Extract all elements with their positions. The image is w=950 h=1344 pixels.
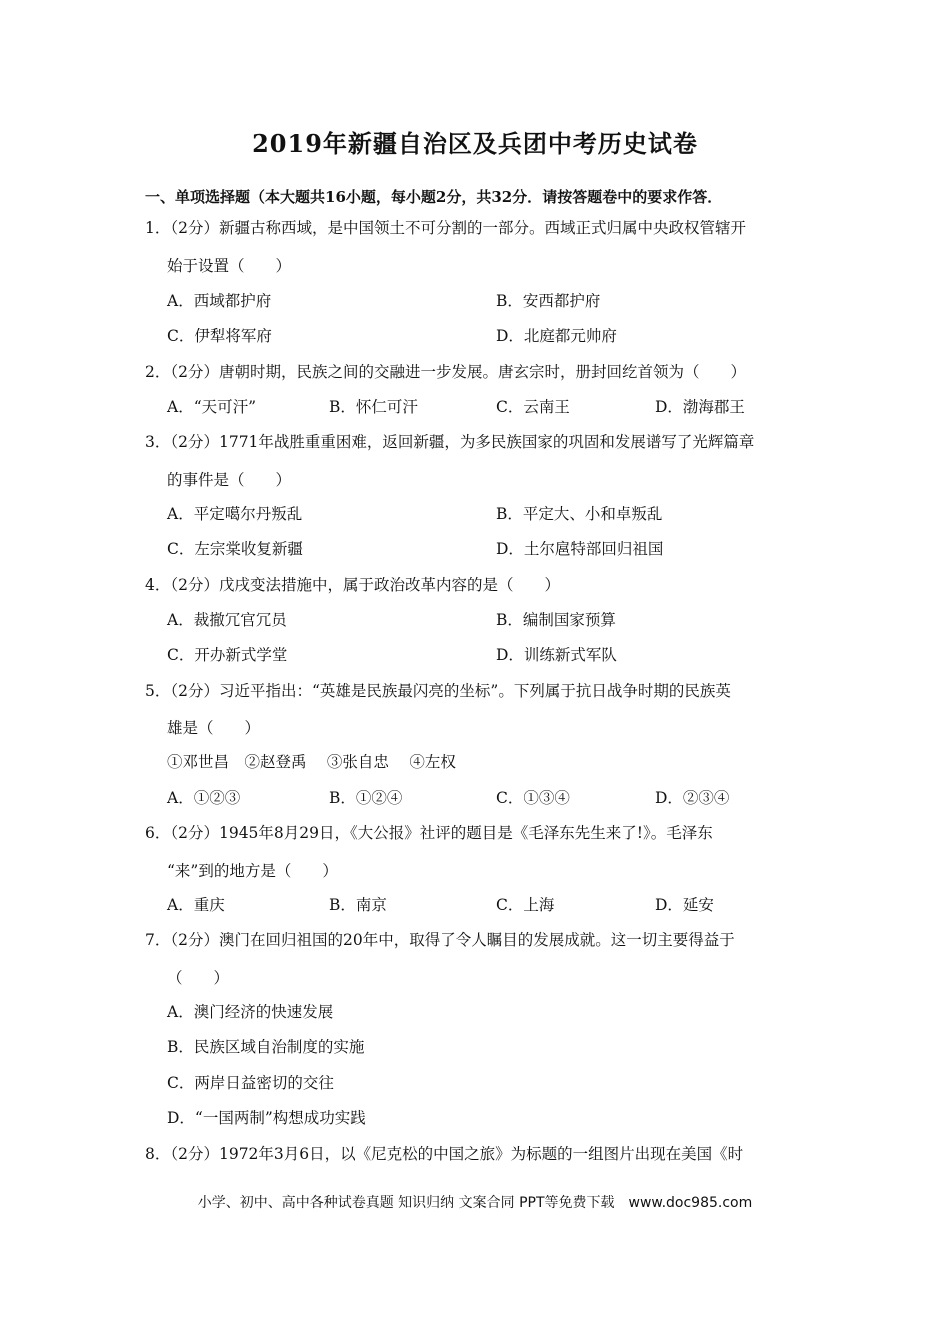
- question-2-option-a: A．“天可汗”: [167, 398, 257, 416]
- question-2-option-c: C．云南王: [496, 398, 570, 416]
- question-4-option-b: B．编制国家预算: [496, 611, 616, 629]
- question-6-option-a: A．重庆: [167, 896, 225, 914]
- question-5-option-c: C．①③④: [496, 789, 570, 807]
- question-6-stem: 6．（2分）1945年8月29日，《大公报》社评的题目是《毛泽东先生来了!》。毛泽东: [145, 824, 713, 842]
- question-2-option-d: D．渤海郡王: [655, 398, 745, 416]
- footer-banner: 小学、初中、高中各种试卷真题 知识归纳 文案合同 PPT等免费下载 www.doc985.com: [197, 1195, 753, 1211]
- question-5-option-d: D．②③④: [655, 789, 730, 807]
- question-4-option-c: C．开办新式学堂: [167, 646, 288, 664]
- question-1-stem: 1．（2分）新疆古称西域，是中国领土不可分割的一部分。西域正式归属中央政权管辖开: [145, 219, 746, 237]
- question-3-option-d: D．土尔扈特部回归祖国: [496, 540, 664, 558]
- question-6-option-c: C．上海: [496, 896, 555, 914]
- question-3-stem-cont: 的事件是（ ）: [167, 471, 292, 489]
- page-title: 2019年新疆自治区及兵团中考历史试卷: [252, 129, 698, 158]
- question-5-option-b: B．①②④: [329, 789, 403, 807]
- question-4-option-a: A．裁撤冗官冗员: [167, 611, 287, 629]
- question-5-items: ①邓世昌 ②赵登禹 ③张自忠 ④左权: [167, 753, 456, 771]
- question-4-option-d: D．训练新式军队: [496, 646, 617, 664]
- question-1-option-a: A．西域都护府: [167, 292, 272, 310]
- question-5-stem: 5．（2分）习近平指出：“英雄是民族最闪亮的坐标”。下列属于抗日战争时期的民族英: [145, 682, 731, 700]
- question-1-option-c: C．伊犁将军府: [167, 327, 272, 345]
- question-1-option-d: D．北庭都元帅府: [496, 327, 617, 345]
- question-5-option-a: A．①②③: [167, 789, 241, 807]
- question-6-option-b: B．南京: [329, 896, 387, 914]
- question-4-stem: 4．（2分）戊戌变法措施中，属于政治改革内容的是（ ）: [145, 576, 560, 594]
- question-8-stem: 8．（2分）1972年3月6日，以《尼克松的中国之旅》为标题的一组图片出现在美国《时: [145, 1145, 744, 1163]
- question-7-stem-cont: （ ）: [167, 969, 230, 987]
- question-7-option-a: A．澳门经济的快速发展: [167, 1003, 334, 1021]
- question-7-option-d: D．“一国两制”构想成功实践: [167, 1109, 366, 1127]
- question-7-option-b: B．民族区域自治制度的实施: [167, 1038, 365, 1056]
- question-1-stem-cont: 始于设置（ ）: [167, 257, 292, 275]
- question-2-stem: 2．（2分）唐朝时期，民族之间的交融进一步发展。唐玄宗时，册封回纥首领为（ ）: [145, 363, 746, 381]
- question-7-option-c: C．两岸日益密切的交往: [167, 1074, 334, 1092]
- question-1-option-b: B．安西都护府: [496, 292, 601, 310]
- question-3-option-c: C．左宗棠收复新疆: [167, 540, 303, 558]
- question-3-option-b: B．平定大、小和卓叛乱: [496, 505, 663, 523]
- section-heading: 一、单项选择题（本大题共16小题，每小题2分，共32分．请按答题卷中的要求作答．: [145, 188, 723, 206]
- question-3-option-a: A．平定噶尔丹叛乱: [167, 505, 303, 523]
- question-6-stem-cont: “来”到的地方是（ ）: [167, 862, 338, 880]
- question-2-option-b: B．怀仁可汗: [329, 398, 418, 416]
- question-7-stem: 7．（2分）澳门在回归祖国的20年中，取得了令人瞩目的发展成就。这一切主要得益于: [145, 931, 735, 949]
- question-5-stem-cont: 雄是（ ）: [167, 719, 261, 737]
- question-3-stem: 3．（2分）1771年战胜重重困难，返回新疆，为多民族国家的巩固和发展谱写了光辉篇章: [145, 433, 755, 451]
- question-6-option-d: D．延安: [655, 896, 714, 914]
